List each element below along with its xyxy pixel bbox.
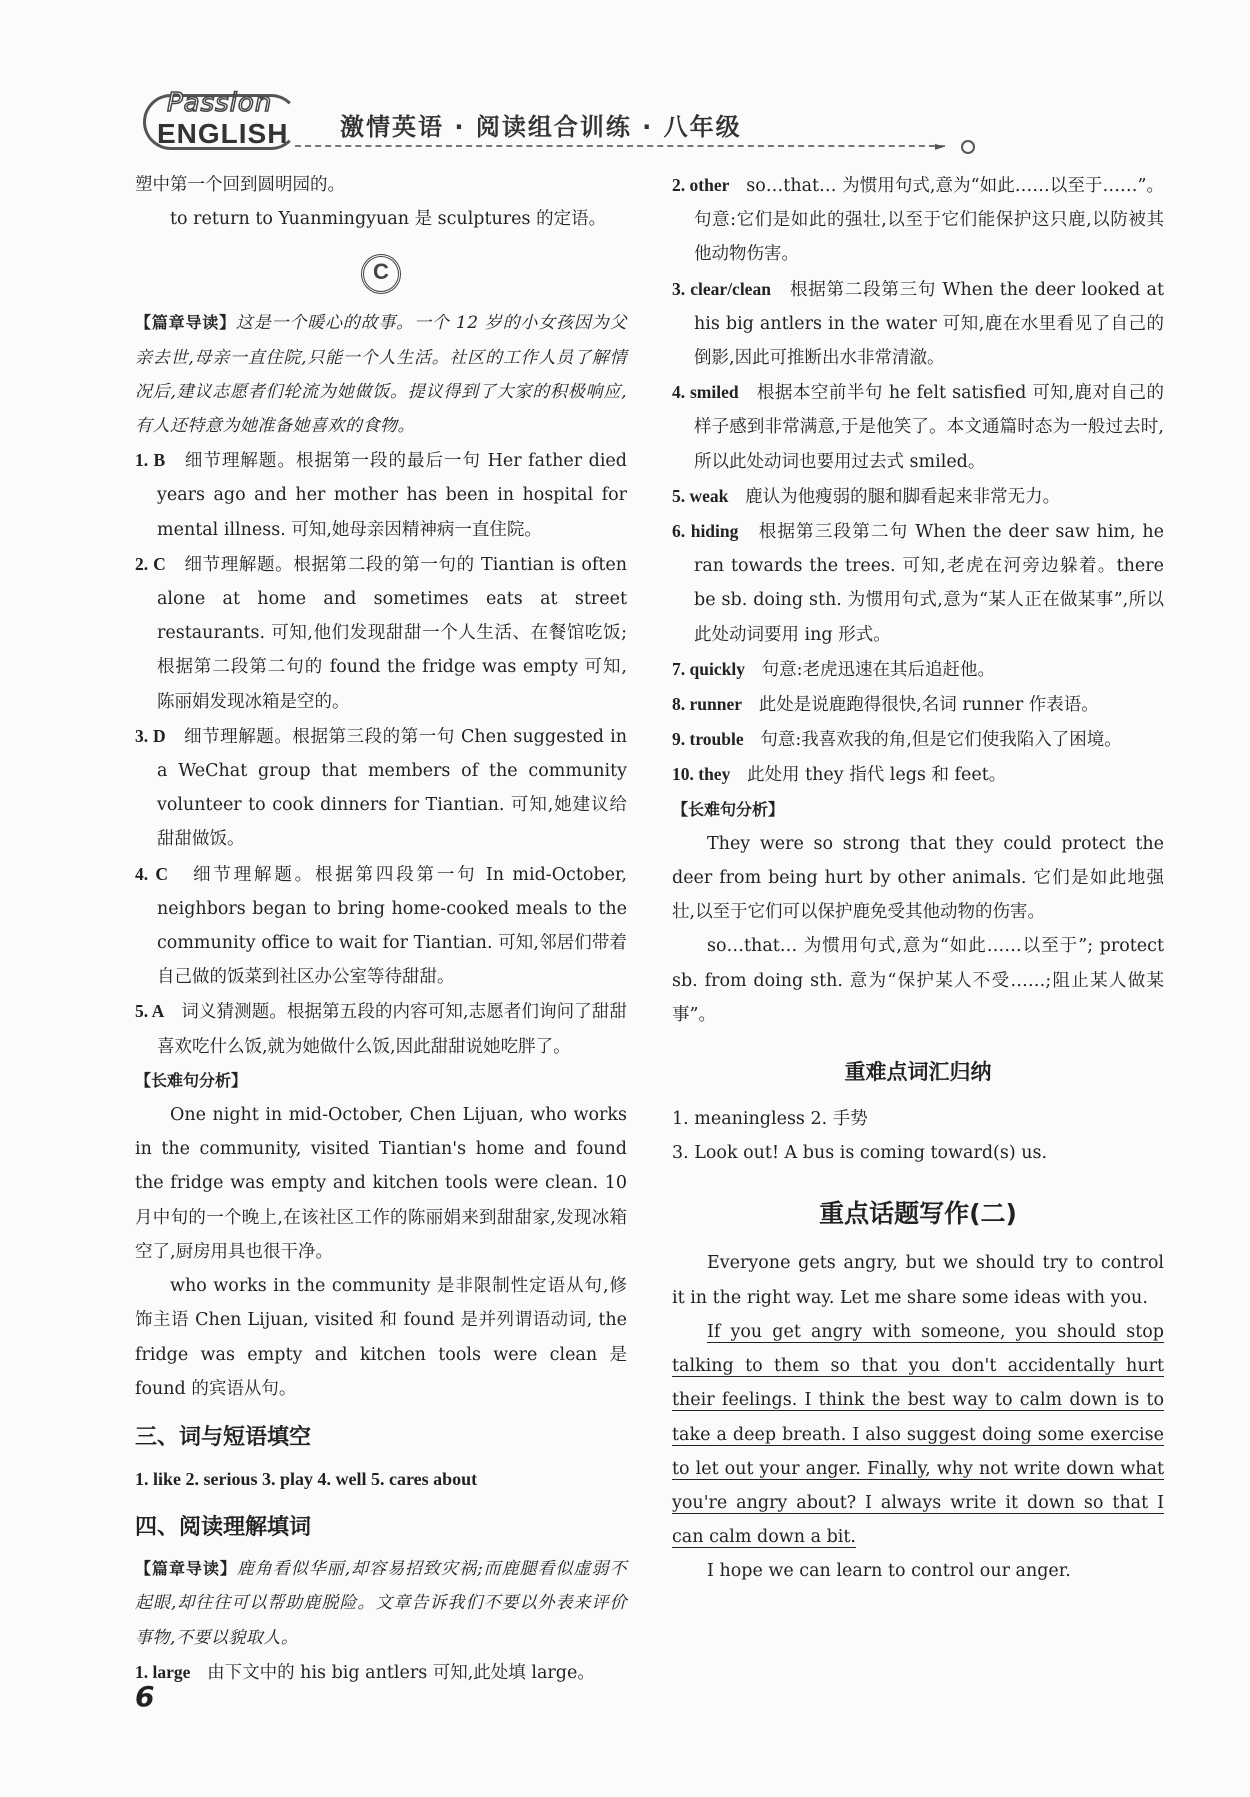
answer-text: 句意:老虎迅速在其后追赶他。 xyxy=(761,659,996,680)
answer-number: 4. C xyxy=(135,863,168,884)
guide-tag: 【篇章导读】 xyxy=(135,313,236,333)
answer-number: 5. weak xyxy=(672,485,729,506)
answer-number: 10. they xyxy=(672,764,731,785)
answer-item xyxy=(135,719,627,857)
answer-text: 根据第三段第二句 When the deer saw him, he ran towards the trees. 可知,老虎在河旁边躲着。there be sb. doing sth. 为惯用句式,意为“某人正在做某事”,所以此处动词要用 ing 形式。 xyxy=(694,522,1164,645)
answer-text: 由下文中的 his big antlers 可知,此处填 large。 xyxy=(207,1662,595,1683)
left-paragraph-2: to return to Yuanmingyuan 是 sculptures 的定语。 xyxy=(170,209,607,230)
writing-paragraph-3: I hope we can learn to control our anger. xyxy=(707,1561,1071,1582)
logo-english-text: ENGLISH xyxy=(157,118,289,149)
answer-text: 此处是说鹿跑得很快,名词 runner 作表语。 xyxy=(758,695,1099,716)
vocab-line-1: 1. meaningless 2. 手势 xyxy=(672,1109,868,1130)
writing-paragraph-2: If you get angry with someone, you should stop talking to them so that you don't accidentally hurt their feelings. I think the best way to calm down is to take a deep breath. I also suggest doing some exercise to let out your anger. Finally, why not write down what you're angry about? I always write it down so that I can calm down a bit. xyxy=(672,1321,1164,1548)
page-number: 6 xyxy=(135,1680,155,1713)
answer-number: 8. runner xyxy=(672,694,742,715)
answer-item xyxy=(672,652,1164,687)
answer-item xyxy=(672,168,1164,272)
answer-number: 6. hiding xyxy=(672,521,739,542)
guide-paragraph xyxy=(135,306,627,443)
answer-item xyxy=(135,857,627,995)
vocab-title: 重难点词汇归纳 xyxy=(844,1060,992,1085)
answer-number: 4. smiled xyxy=(672,382,739,403)
answer-item xyxy=(672,272,1164,376)
guide-2-tag: 【篇章导读】 xyxy=(135,1559,237,1579)
left-paragraph-1: 塑中第一个回到圆明园的。 xyxy=(135,175,345,195)
section-c-badge: C xyxy=(361,254,401,294)
answer-text: 根据第二段第三句 When the deer looked at his big antlers in the water 可知,鹿在水里看见了自己的倒影,因此可推断出水非常清澈。 xyxy=(694,279,1165,369)
analysis-tag-text: 【长难句分析】 xyxy=(135,1070,248,1090)
section-4-title: 四、阅读理解填词 xyxy=(135,1515,312,1541)
answer-item xyxy=(135,994,627,1063)
guide-text: 这是一个暖心的故事。一个 12 岁的小女孩因为父亲去世,母亲一直住院,只能一个人生活。社区的工作人员了解情况后,建议志愿者们轮流为她做饭。提议得到了大家的积极响应,有人还特意为她准备她喜欢的食物。 xyxy=(135,313,627,437)
answer-number: 1. large xyxy=(135,1661,191,1682)
answer-number: 3. clear/clean xyxy=(672,278,771,299)
analysis-paragraph-2: so…that… 为惯用句式,意为“如此……以至于”; protect sb. from doing sth. 意为“保护某人不受……;阻止某人做某事”。 xyxy=(672,936,1164,1025)
passion-english-logo xyxy=(143,88,293,148)
analysis-paragraph-1: One night in mid-October, Chen Lijuan, who works in the community, visited Tiantian's home and found the fridge was empty and kitchen tools were clean. 10 月中旬的一个晚上,在该社区工作的陈丽娟来到甜甜家,发现冰箱空了,厨房用具也很干净。 xyxy=(135,1105,627,1262)
guide-2-text: 鹿角看似华丽,却容易招致灾祸;而鹿腿看似虚弱不起眼,却往往可以帮助鹿脱险。文章告诉我们不要以外表来评价事物,不要以貌取人。 xyxy=(135,1559,627,1648)
answer-text: so…that… 为惯用句式,意为“如此……以至于……”。句意:它们是如此的强壮,以至于它们能保护这只鹿,以防被其他动物伤害。 xyxy=(694,176,1164,265)
analysis-tag xyxy=(135,1064,627,1098)
answer-item xyxy=(135,547,627,719)
section-3-title: 三、词与短语填空 xyxy=(135,1424,312,1450)
answer-number: 1. B xyxy=(135,450,166,471)
answer-item xyxy=(672,514,1164,652)
guide-2-paragraph xyxy=(135,1552,627,1655)
right-column xyxy=(672,168,1164,1589)
answer-text: 细节理解题。根据第四段第一句 In mid-October, neighbors began to bring home-cooked meals to the community office to wait for Tiantian. 可知,邻居们带着自己做的饭菜到社区办公室等待甜甜。 xyxy=(157,864,627,988)
book-title: 激情英语 · 阅读组合训练 · 八年级 xyxy=(340,113,742,141)
writing-title: 重点话题写作(二) xyxy=(819,1199,1017,1229)
writing-paragraph-1: Everyone gets angry, but we should try to control it in the right way. Let me share some ideas with you. xyxy=(672,1253,1164,1308)
logo-passion-text: Passion xyxy=(167,88,273,118)
analysis-paragraph-1: They were so strong that they could protect the deer from being hurt by other animals. 它们是如此地强壮,以至于它们可以保护鹿免受其他动物的伤害。 xyxy=(672,833,1164,923)
answer-item xyxy=(672,722,1164,757)
answer-text: 词义猜测题。根据第五段的内容可知,志愿者们询问了甜甜喜欢吃什么饭,就为她做什么饭,因此甜甜说她吃胖了。 xyxy=(157,1002,627,1057)
answer-item xyxy=(672,375,1164,479)
page-header xyxy=(135,82,975,154)
analysis-paragraph-2: who works in the community 是非限制性定语从句,修饰主语 Chen Lijuan, visited 和 found 是并列谓语动词, the fridge was empty and kitchen tools were clean 是 found 的宾语从句。 xyxy=(135,1276,627,1399)
answer-number: 5. A xyxy=(135,1001,165,1022)
answer-text: 细节理解题。根据第二段的第一句的 Tiantian is often alone at home and sometimes eats at street restaurants. 可知,他们发现甜甜一个人生活、在餐馆吃饭;根据第二段第二句的 found the fridge was empty 可知,陈丽娟发现冰箱是空的。 xyxy=(157,554,627,712)
header-divider xyxy=(295,145,945,147)
answer-text: 此处用 they 指代 legs 和 feet。 xyxy=(747,765,1007,786)
answer-item xyxy=(672,757,1164,792)
answer-item xyxy=(672,479,1164,514)
answer-number: 9. trouble xyxy=(672,729,744,750)
answer-number: 2. C xyxy=(135,553,166,574)
answer-item xyxy=(135,1655,627,1690)
left-column xyxy=(135,168,627,1690)
answer-number: 2. other xyxy=(672,175,730,195)
vocab-line-2: 3. Look out! A bus is coming toward(s) us. xyxy=(672,1143,1048,1164)
answer-text: 句意:我喜欢我的角,但是它们使我陷入了困境。 xyxy=(760,730,1122,751)
answer-text: 根据本空前半句 he felt satisfied 可知,鹿对自己的样子感到非常满意,于是他笑了。本文通篇时态为一般过去时,所以此处动词也要用过去式 smiled。 xyxy=(694,383,1164,472)
answer-number: 7. quickly xyxy=(672,658,745,679)
answer-item xyxy=(672,687,1164,722)
answer-text: 细节理解题。根据第三段的第一句 Chen suggested in a WeChat group that members of the community volunteer to cook dinners for Tiantian. 可知,她建议给甜甜做饭。 xyxy=(157,726,627,850)
arrow-icon: ► xyxy=(935,139,945,153)
circle-icon xyxy=(961,140,975,154)
analysis-tag-text: 【长难句分析】 xyxy=(672,799,785,819)
analysis-tag xyxy=(672,793,1164,827)
answer-number: 3. D xyxy=(135,725,166,746)
answer-item xyxy=(135,443,627,547)
answer-text: 细节理解题。根据第一段的最后一句 Her father died years ago and her mother has been in hospital for mental illness. 可知,她母亲因精神病一直住院。 xyxy=(157,451,627,540)
answer-text: 鹿认为他瘦弱的腿和脚看起来非常无力。 xyxy=(745,486,1061,507)
section-3-answers: 1. like 2. serious 3. play 4. well 5. cares about xyxy=(135,1468,478,1489)
